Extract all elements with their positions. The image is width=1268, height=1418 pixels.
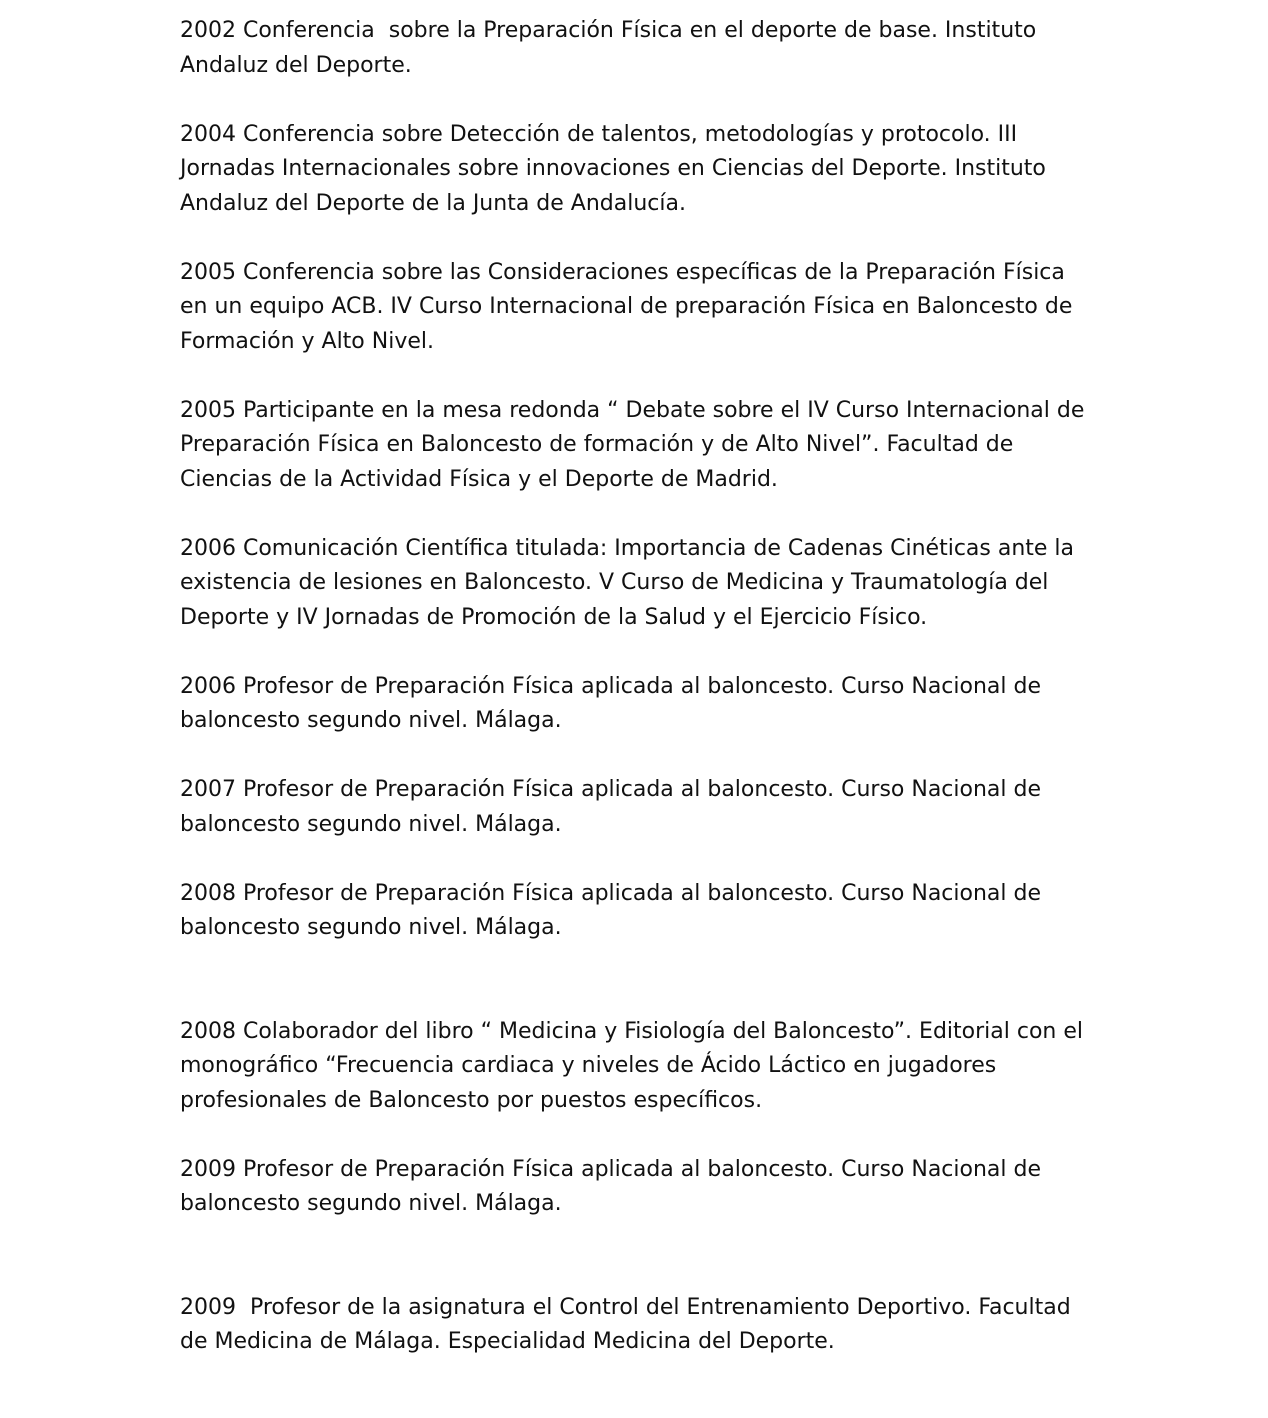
entry-2008-colaborador: 2008 Colaborador del libro “ Medicina y Fisiología del Baloncesto”. Editorial con el monográfico “Frecuencia cardiaca y niveles de Ácido Láctico en jugadores profesionales de Baloncesto por puestos específicos. [180,1018,1090,1113]
paragraph-spacer [180,497,1095,532]
paragraph-spacer [180,1118,1095,1153]
paragraph-spacer [180,635,1095,670]
paragraph-spacer [180,221,1095,256]
paragraph-spacer [180,946,1095,1015]
paragraph-spacer [180,1222,1095,1291]
paragraph-spacer [180,842,1095,877]
entry-2006-comunicacion: 2006 Comunicación Científica titulada: Importancia de Cadenas Cinéticas ante la existencia de lesiones en Baloncesto. V Curso de Medicina y Traumatología del Deporte y IV Jornadas de Promoción de la Salud y el Ejercicio Físico. [180,535,1082,630]
entry-2004-conferencia: 2004 Conferencia sobre Detección de talentos, metodologías y protocolo. III Jornadas Internacionales sobre innovaciones en Ciencias del Deporte. Instituto Andaluz del Deporte de la Junta de Andalucía. [180,121,1053,216]
entry-2005-mesa-redonda: 2005 Participante en la mesa redonda “ Debate sobre el IV Curso Internacional de Preparación Física en Baloncesto de formación y de Alto Nivel”. Facultad de Ciencias de la Actividad Física y el Deporte de Madrid. [180,397,1092,492]
document-page [180,14,1095,1360]
entry-2009-profesor-asignatura: 2009 Profesor de la asignatura el Control del Entrenamiento Deportivo. Facultad de Medicina de Málaga. Especialidad Medicina del Deporte. [180,1294,1078,1354]
entry-2002-conferencia: 2002 Conferencia sobre la Preparación Física en el deporte de base. Instituto Andaluz del Deporte. [180,18,1044,78]
paragraph-spacer [180,739,1095,774]
entry-2007-profesor: 2007 Profesor de Preparación Física aplicada al baloncesto. Curso Nacional de baloncesto segundo nivel. Málaga. [180,777,1048,837]
entry-2008-profesor: 2008 Profesor de Preparación Física aplicada al baloncesto. Curso Nacional de baloncesto segundo nivel. Málaga. [180,880,1048,940]
entry-2005-conferencia: 2005 Conferencia sobre las Consideraciones específicas de la Preparación Física en un equipo ACB. IV Curso Internacional de preparación Física en Baloncesto de Formación y Alto Nivel. [180,259,1080,354]
paragraph-spacer [180,83,1095,118]
entry-2006-profesor: 2006 Profesor de Preparación Física aplicada al baloncesto. Curso Nacional de baloncesto segundo nivel. Málaga. [180,673,1048,733]
entry-2009-profesor-curso: 2009 Profesor de Preparación Física aplicada al baloncesto. Curso Nacional de baloncesto segundo nivel. Málaga. [180,1156,1048,1216]
paragraph-spacer [180,359,1095,394]
